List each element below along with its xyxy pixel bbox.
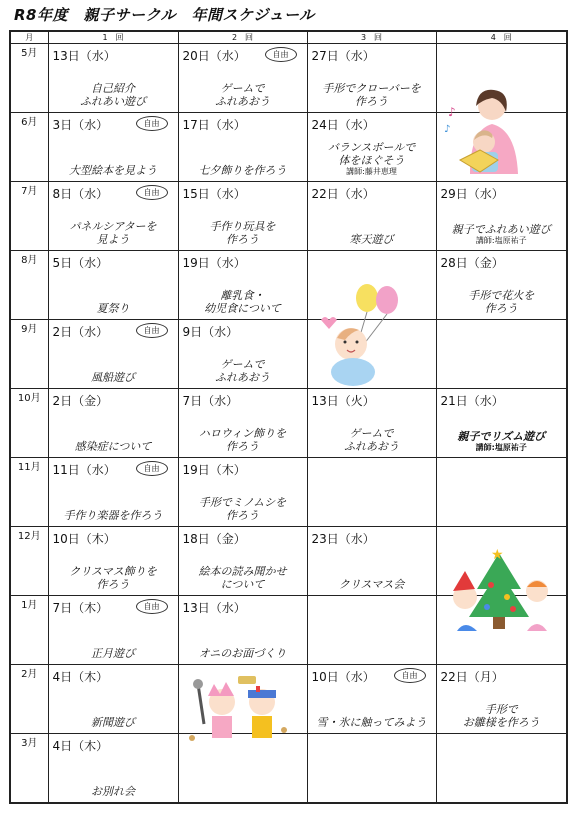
schedule-cell [48, 44, 178, 113]
event-activity [179, 358, 307, 384]
event-activity [179, 220, 307, 246]
schedule-cell [48, 389, 178, 458]
activity-line: ハロウィン飾りを [198, 427, 287, 440]
event-activity [49, 565, 178, 591]
schedule-cell [178, 458, 307, 527]
month-row [10, 389, 567, 458]
event-date: 13日（水） [52, 49, 116, 63]
mother-baby-illustration [440, 86, 540, 176]
schedule-cell [48, 665, 178, 734]
event-activity [179, 496, 307, 522]
schedule-cell [436, 320, 567, 389]
activity-line: について [220, 578, 265, 591]
event-activity [49, 164, 178, 177]
schedule-cell [178, 251, 307, 320]
event-activity [308, 578, 436, 591]
schedule-cell [436, 665, 567, 734]
free-badge: 自由 [136, 116, 168, 131]
schedule-cell [307, 182, 436, 251]
event-activity [49, 82, 178, 108]
schedule-cell [48, 251, 178, 320]
activity-line: 手形でミノムシを [198, 496, 287, 509]
month-row [10, 182, 567, 251]
activity-line: 七夕飾りを作ろう [198, 164, 287, 177]
month-label: 6月 [10, 113, 48, 182]
activity-line: お別れ会 [91, 785, 135, 798]
free-badge: 自由 [136, 185, 168, 200]
event-activity [49, 440, 178, 453]
activity-line: 夏祭り [96, 302, 130, 315]
event-date: 27日（水） [311, 49, 375, 63]
event-date: 11日（水） [52, 463, 116, 477]
schedule-cell [436, 182, 567, 251]
free-badge: 自由 [136, 599, 168, 614]
header-row [10, 31, 567, 44]
month-label: 10月 [10, 389, 48, 458]
event-date: 7日（木） [52, 601, 109, 615]
activity-line: 絵本の読み聞かせ [198, 565, 287, 578]
month-label: 8月 [10, 251, 48, 320]
month-label: 11月 [10, 458, 48, 527]
activity-line: 見よう [96, 233, 130, 246]
activity-line: 離乳食・ [220, 289, 265, 302]
schedule-cell [178, 182, 307, 251]
svg-text:★: ★ [491, 547, 504, 563]
month-label: 5月 [10, 44, 48, 113]
event-date: 2日（水） [52, 325, 109, 339]
schedule-cell [307, 389, 436, 458]
schedule-cell [178, 44, 307, 113]
event-date: 13日（水） [182, 601, 246, 615]
activity-line: 親子でふれあい遊び [451, 223, 551, 236]
free-badge: 自由 [394, 668, 426, 683]
schedule-cell [48, 320, 178, 389]
event-activity [49, 371, 178, 384]
event-activity [437, 223, 567, 246]
svg-text:♪: ♪ [444, 124, 451, 135]
event-activity [179, 289, 307, 315]
event-date: 22日（水） [311, 187, 375, 201]
event-date: 9日（水） [182, 325, 239, 339]
schedule-cell [307, 734, 436, 804]
free-badge: 自由 [136, 461, 168, 476]
activity-line: ふれあおう [215, 371, 270, 384]
activity-line: 作ろう [226, 509, 259, 522]
activity-line: ふれあい遊び [80, 95, 146, 108]
activity-line: 親子でリズム遊び [457, 430, 546, 443]
event-date: 8日（水） [52, 187, 109, 201]
event-date: 28日（金） [440, 256, 504, 270]
activity-line: 作ろう [484, 302, 518, 315]
event-activity [49, 716, 178, 729]
schedule-cell [48, 527, 178, 596]
activity-line: 手形で花火を [468, 289, 535, 302]
activity-line: 作ろう [355, 95, 388, 108]
month-label: 3月 [10, 734, 48, 804]
event-activity [308, 141, 436, 177]
instructor-note: 講師:塩原祐子 [475, 236, 527, 245]
schedule-cell [178, 596, 307, 665]
schedule-cell [48, 182, 178, 251]
activity-line: クリスマス会 [338, 578, 405, 591]
event-activity [49, 302, 178, 315]
event-date: 10日（水） [311, 670, 375, 684]
activity-line: 大型絵本を見よう [69, 164, 157, 177]
schedule-cell [436, 389, 567, 458]
activity-line: 手作り楽器を作ろう [63, 509, 163, 522]
schedule-cell [307, 44, 436, 113]
event-activity [437, 703, 567, 729]
free-badge: 自由 [265, 47, 297, 62]
activity-line: 手形でクローバーを [322, 82, 421, 95]
svg-text:♪: ♪ [448, 105, 456, 119]
event-activity [308, 82, 436, 108]
activity-line: 体をほぐそう [338, 154, 405, 167]
header-session-4: 4 回 [436, 31, 567, 44]
event-date: 22日（月） [440, 670, 504, 684]
event-date: 7日（水） [182, 394, 239, 408]
activity-line: 幼児食について [204, 302, 281, 315]
schedule-cell [436, 251, 567, 320]
activity-line: 作ろう [226, 233, 259, 246]
event-activity [49, 647, 178, 660]
event-activity [49, 509, 178, 522]
activity-line: ゲームで [220, 82, 265, 95]
activity-line: 感染症について [74, 440, 152, 453]
schedule-cell [307, 458, 436, 527]
event-date: 4日（木） [52, 739, 109, 753]
activity-line: ゲームで [220, 358, 265, 371]
activity-line: パネルシアターを [69, 220, 157, 233]
activity-line: 新聞遊び [91, 716, 135, 729]
activity-line: オニのお面づくり [198, 647, 287, 660]
activity-line: ふれあおう [344, 440, 399, 453]
schedule-cell [436, 458, 567, 527]
schedule-cell [307, 113, 436, 182]
month-row [10, 320, 567, 389]
activity-line: 手作り玩具を [209, 220, 276, 233]
setsubun-kids-illustration [184, 672, 299, 750]
event-date: 13日（火） [311, 394, 375, 408]
month-label: 2月 [10, 665, 48, 734]
activity-line: 作ろう [226, 440, 259, 453]
page-title: R8年度 親子サークル 年間スケジュール [14, 6, 315, 24]
schedule-cell [307, 527, 436, 596]
activity-line: 寒天遊び [349, 233, 394, 246]
event-activity [179, 647, 307, 660]
month-row [10, 458, 567, 527]
activity-line: クリスマス飾りを [69, 565, 157, 578]
activity-line: 正月遊び [91, 647, 135, 660]
header-session-1: 1 回 [48, 31, 178, 44]
schedule-cell [307, 665, 436, 734]
month-label: 9月 [10, 320, 48, 389]
event-activity [179, 164, 307, 177]
event-date: 5日（水） [52, 256, 109, 270]
schedule-cell [178, 527, 307, 596]
event-activity [308, 427, 436, 453]
schedule-cell [178, 320, 307, 389]
schedule-cell [307, 596, 436, 665]
month-label: 12月 [10, 527, 48, 596]
schedule-cell [178, 113, 307, 182]
schedule-cell [48, 113, 178, 182]
event-activity [179, 82, 307, 108]
event-activity [179, 427, 307, 453]
event-date: 3日（水） [52, 118, 109, 132]
baby-balloons-illustration [317, 280, 407, 390]
activity-line: ゲームで [349, 427, 394, 440]
event-date: 17日（水） [182, 118, 246, 132]
activity-line: 風船遊び [91, 371, 135, 384]
header-session-3: 3 回 [307, 31, 436, 44]
event-date: 24日（水） [311, 118, 375, 132]
activity-line: バランスボールで [327, 141, 416, 154]
schedule-cell [436, 734, 567, 804]
christmas-tree-illustration [447, 545, 552, 640]
activity-line: 自己紹介 [91, 82, 135, 95]
activity-line: 手形で [484, 703, 518, 716]
schedule-cell [48, 734, 178, 804]
event-activity [308, 233, 436, 246]
event-activity [437, 430, 567, 453]
event-date: 2日（金） [52, 394, 109, 408]
schedule-cell [48, 596, 178, 665]
event-activity [49, 785, 178, 798]
activity-line: お雛様を作ろう [462, 716, 540, 729]
month-label: 7月 [10, 182, 48, 251]
event-date: 19日（木） [182, 463, 246, 477]
event-date: 29日（水） [440, 187, 504, 201]
activity-line: ふれあおう [215, 95, 270, 108]
month-label: 1月 [10, 596, 48, 665]
schedule-cell [178, 389, 307, 458]
schedule-cell [48, 458, 178, 527]
activity-line: 作ろう [96, 578, 130, 591]
event-date: 15日（水） [182, 187, 246, 201]
activity-line: 雪・氷に触ってみよう [316, 716, 427, 729]
event-date: 4日（木） [52, 670, 109, 684]
month-row [10, 251, 567, 320]
event-activity [308, 716, 436, 729]
event-date: 20日（水） [182, 49, 246, 63]
event-activity [179, 565, 307, 591]
event-activity [437, 289, 567, 315]
header-month: 月 [10, 31, 48, 44]
free-badge: 自由 [136, 323, 168, 338]
header-session-2: 2 回 [178, 31, 307, 44]
event-date: 18日（金） [182, 532, 246, 546]
instructor-note: 講師:塩原祐子 [475, 443, 527, 452]
event-date: 23日（水） [311, 532, 375, 546]
instructor-note: 講師:藤井恵理 [346, 167, 397, 176]
event-date: 19日（水） [182, 256, 246, 270]
event-date: 10日（木） [52, 532, 116, 546]
event-date: 21日（水） [440, 394, 504, 408]
event-activity [49, 220, 178, 246]
